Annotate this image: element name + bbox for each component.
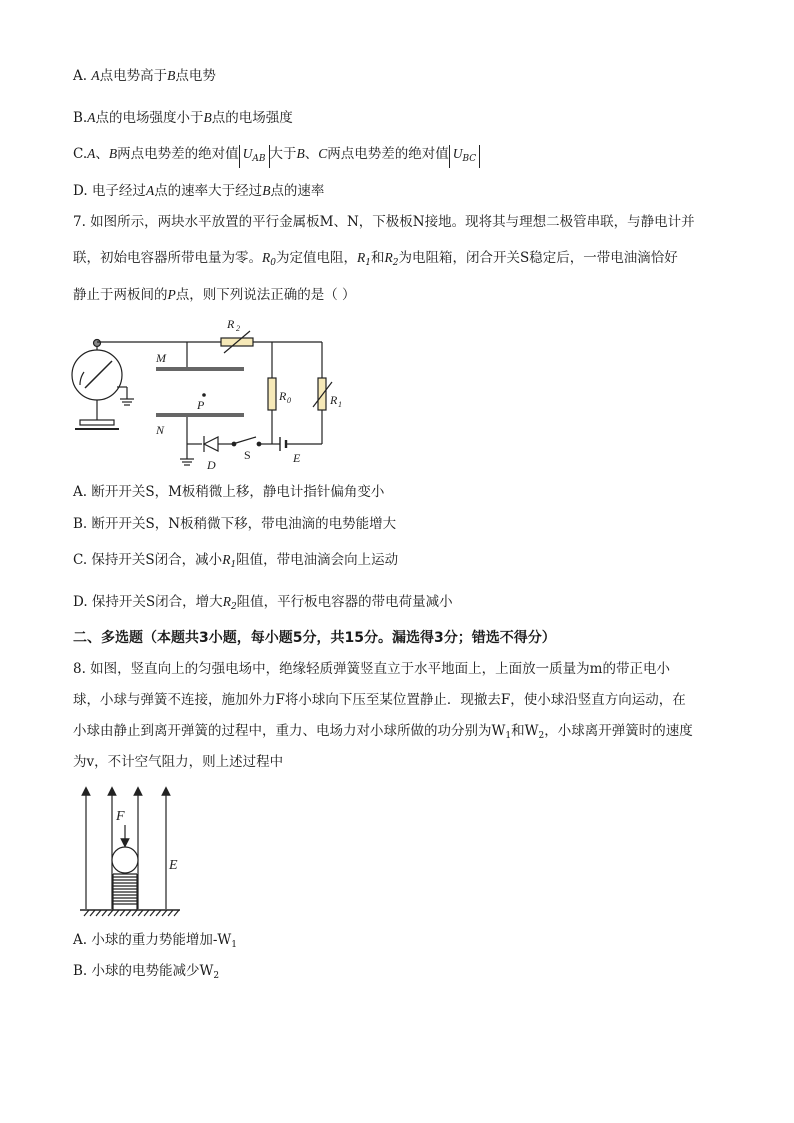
- q8-option-a[interactable]: [73, 930, 237, 955]
- point-label: A: [87, 110, 96, 125]
- label-r0: R: [279, 389, 287, 403]
- section-heading: 二、多选题（本题共3小题，每小题5分，共15分。漏选得3分；错选不得分）: [73, 630, 556, 646]
- label-n: N: [156, 423, 165, 437]
- electroscope-knob: [94, 340, 101, 347]
- subscript: AB: [252, 154, 266, 164]
- electroscope-base: [80, 420, 114, 425]
- label-r1: R: [330, 393, 338, 407]
- option-text: 、: [95, 146, 109, 162]
- option-text: 两点电势差的绝对值: [117, 146, 239, 162]
- plate-m: [156, 367, 244, 371]
- resistor-r1: [318, 378, 326, 410]
- subscript: 1: [365, 258, 371, 268]
- q6-option-a[interactable]: [73, 66, 216, 86]
- voltage-symbol: U: [242, 146, 253, 161]
- option-text: 点电势高于: [99, 68, 168, 84]
- option-text: 点电势: [175, 68, 216, 84]
- resistor-symbol: R: [222, 552, 231, 567]
- q7-option-d[interactable]: [73, 592, 453, 617]
- option-text: B. 小球的电势能减少W: [73, 963, 214, 979]
- q6-option-b[interactable]: [73, 108, 293, 128]
- stem-text: ，小球离开弹簧时的速度: [544, 723, 693, 739]
- point-label: A: [87, 146, 96, 161]
- option-text: A. 小球的重力势能增加-W: [73, 932, 232, 948]
- resistor-symbol: R: [384, 250, 393, 265]
- stem-text: 和: [370, 250, 385, 266]
- label-f: F: [116, 809, 125, 824]
- option-letter: A.: [73, 68, 88, 84]
- q8-stem-line3: [73, 721, 693, 746]
- q7-stem-line3: [73, 285, 356, 305]
- option-text: 点的电场强度小于: [95, 110, 204, 126]
- label-m: M: [156, 351, 166, 365]
- subscript: 2: [230, 602, 237, 612]
- resistor-symbol: R: [356, 250, 366, 265]
- point-label: A: [145, 183, 155, 198]
- stem-text: 和W: [511, 723, 539, 739]
- q7-option-b[interactable]: B. 断开开关S，N板稍微下移，带电油滴的电势能增大: [73, 516, 397, 532]
- ball: [112, 847, 138, 873]
- stem-text: 为电阻箱，闭合开关S稳定后，一带电油滴恰好: [398, 250, 678, 266]
- resistor-symbol: R: [262, 250, 271, 265]
- option-text: 阻值，平行板电容器的带电荷量减小: [236, 594, 453, 610]
- stem-text: 静止于两板间的: [73, 287, 168, 303]
- option-text: 阻值，带电油滴会向上运动: [236, 552, 399, 568]
- stem-text: 为定值电阻，: [275, 250, 357, 266]
- option-text: C. 保持开关S闭合，减小: [73, 552, 223, 568]
- label-r2-sub: 2: [236, 324, 240, 333]
- label-s: S: [244, 448, 251, 462]
- point-label: B: [203, 110, 212, 125]
- option-text: 点的速率: [270, 183, 325, 199]
- electroscope-needle: [85, 361, 112, 388]
- point-label: A: [91, 68, 100, 83]
- label-r1-sub: 1: [338, 400, 342, 409]
- resistor-symbol: R: [222, 594, 231, 609]
- label-e: E: [169, 858, 178, 873]
- point-label: P: [167, 287, 176, 302]
- point-label: B: [108, 146, 118, 161]
- subscript: 2: [213, 971, 220, 981]
- q6-option-c[interactable]: [73, 144, 480, 168]
- q8-stem-line1: 8. 如图，竖直向上的匀强电场中，绝缘轻质弹簧竖直立于水平地面上，上面放一质量为m的带正电小: [73, 661, 670, 677]
- q7-option-a[interactable]: A. 断开开关S，M板稍微上移，静电计指针偏角变小: [73, 484, 385, 500]
- point-label: B: [167, 68, 176, 83]
- switch-s: [232, 442, 236, 446]
- diode-d: [204, 437, 218, 451]
- point-label: B: [262, 183, 271, 198]
- abs-u-ab: [239, 145, 270, 168]
- point-label: B: [296, 146, 305, 161]
- option-text: 、: [304, 146, 319, 162]
- resistor-r0: [268, 378, 276, 410]
- label-r2: R: [227, 317, 235, 331]
- label-e: E: [293, 451, 301, 465]
- q7-stem-line2: [73, 248, 678, 273]
- oil-drop-p: [202, 393, 206, 397]
- q8-option-b[interactable]: [73, 961, 219, 986]
- subscript: 2: [392, 258, 399, 268]
- subscript: BC: [462, 154, 477, 164]
- option-letter: D.: [73, 183, 88, 199]
- plate-n: [156, 413, 244, 417]
- subscript: 2: [538, 731, 545, 741]
- subscript: 1: [231, 940, 238, 950]
- stem-text: 小球由静止到离开弹簧的过程中，重力、电场力对小球所做的功分别为W: [73, 723, 506, 739]
- option-text: D. 保持开关S闭合，增大: [73, 594, 223, 610]
- stem-text: 联，初始电容器所带电量为零。: [73, 250, 262, 266]
- label-p: P: [197, 398, 205, 412]
- option-letter: C.: [73, 146, 88, 162]
- option-text: 点的速率大于经过: [154, 183, 263, 199]
- q7-option-c[interactable]: [73, 550, 398, 575]
- q7-circuit-diagram: [70, 312, 340, 474]
- q8-stem-line4: 为v，不计空气阻力，则上述过程中: [73, 754, 284, 770]
- label-r0-sub: 0: [287, 396, 291, 405]
- option-text: 大于: [269, 146, 297, 162]
- spring: [113, 874, 137, 904]
- point-label: C: [318, 146, 328, 161]
- option-text: 两点电势差的绝对值: [327, 146, 449, 162]
- option-text: 点的电场强度: [211, 110, 293, 126]
- subscript: 1: [230, 560, 237, 570]
- option-text: 电子经过: [91, 183, 146, 199]
- q8-stem-line2: 球，小球与弹簧不连接，施加外力F将小球向下压至某位置静止．现撤去F，使小球沿竖直方向运动，在: [73, 692, 686, 708]
- q6-option-d[interactable]: [73, 181, 324, 201]
- q8-spring-diagram: [76, 783, 186, 918]
- subscript: 1: [505, 731, 512, 741]
- abs-u-bc: [449, 145, 480, 168]
- voltage-symbol: U: [452, 146, 463, 161]
- q7-stem-line1: 7. 如图所示，两块水平放置的平行金属板M、N，下极板N接地。现将其与理想二极管串联，与静电计并: [73, 214, 695, 230]
- option-letter: B.: [73, 110, 88, 126]
- subscript: 0: [270, 258, 276, 268]
- stem-text: 点，则下列说法正确的是（ ）: [175, 287, 356, 303]
- label-d: D: [207, 458, 216, 472]
